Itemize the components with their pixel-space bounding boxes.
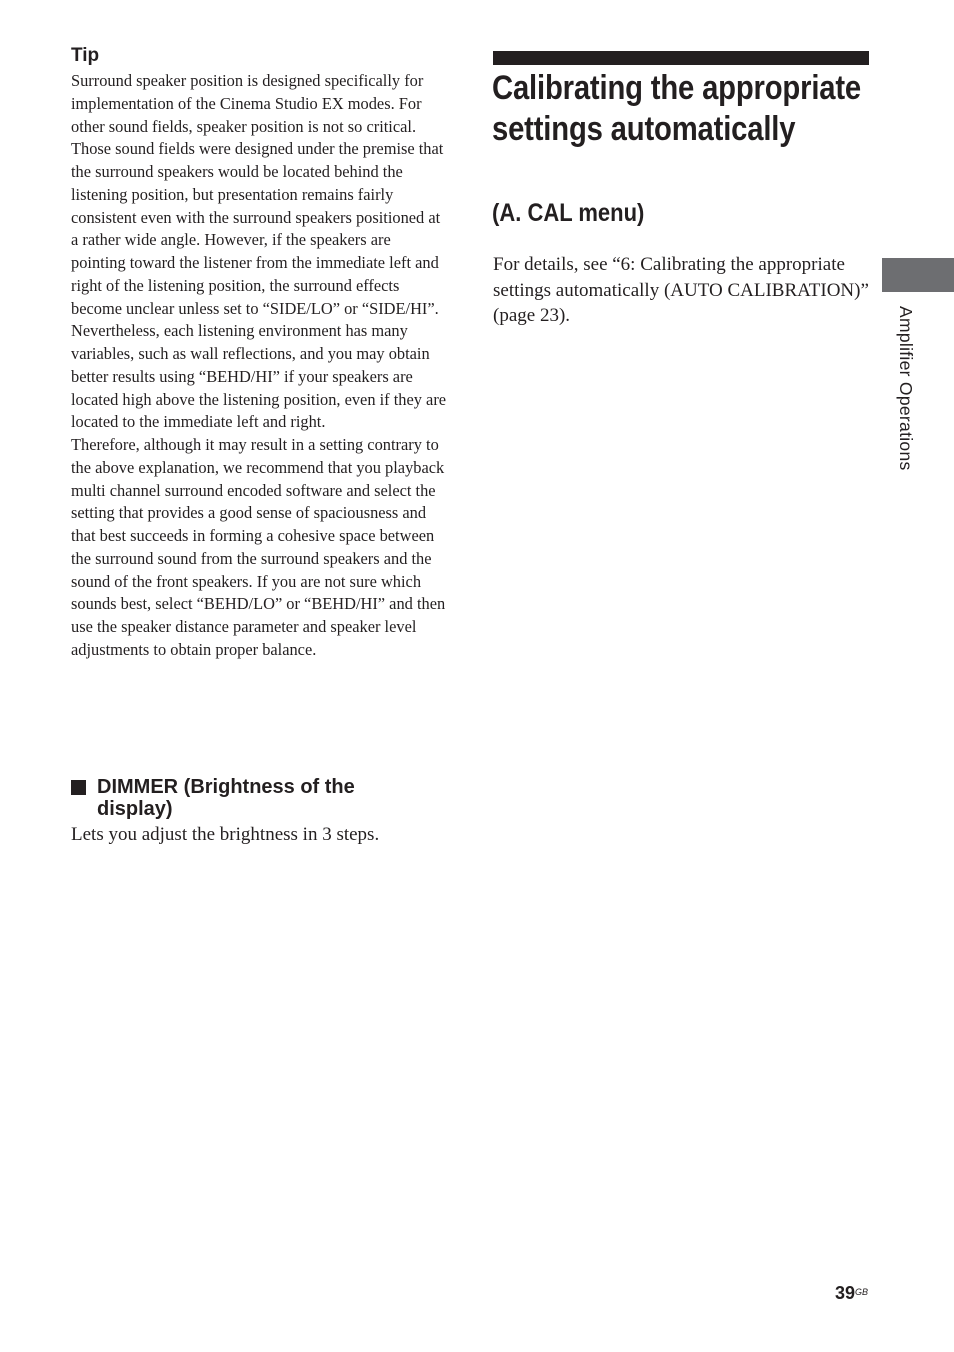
tip-body bbox=[71, 70, 447, 662]
heading-rule bbox=[493, 51, 869, 65]
dimmer-section-heading bbox=[71, 776, 431, 820]
chapter-tab bbox=[882, 258, 954, 292]
square-bullet-icon bbox=[71, 780, 86, 795]
dimmer-description: Lets you adjust the brightness in 3 steps. bbox=[71, 824, 380, 845]
section-subheading: (A. CAL menu) bbox=[492, 199, 645, 227]
dimmer-heading-text: DIMMER (Brightness of the display) bbox=[97, 776, 355, 820]
tip-heading: Tip bbox=[71, 45, 100, 66]
tip-paragraph: Surround speaker position is designed specifically for implementation of the Cinema Studio EX modes. For other sound fields, speaker position is not so critical. bbox=[71, 71, 424, 136]
section-heading: Calibrating the appropriate settings automatically bbox=[492, 69, 862, 148]
page-number-suffix: GB bbox=[855, 1287, 869, 1297]
section-body: For details, see “6: Calibrating the appropriate settings automatically (AUTO CALIBRATION)” (page 23). bbox=[493, 254, 869, 326]
tip-paragraph: Therefore, although it may result in a setting contrary to the above explanation, we recommend that you playback multi channel surround encoded software and select the setting that provides a good sense of spaciousness and that best succeeds in forming a cohesive space between the surround sound from the surround speakers and the sound of the front speakers. If you are not sure which sounds best, select “BEHD/LO” or “BEHD/HI” and then use the speaker distance parameter and speaker level adjustments to obtain proper balance. bbox=[71, 435, 446, 659]
tip-paragraph: Those sound fields were designed under the premise that the surround speakers would be located behind the listening position, but presentation remains fairly consistent even with the surround speakers positioned at a rather wide angle. However, if the speakers are pointing toward the listener from the immediate left and right of the listening position, the surround effects become unclear unless set to “SIDE/LO” or “SIDE/HI”. bbox=[71, 139, 444, 318]
page-number-value: 39 bbox=[835, 1283, 856, 1303]
page-number bbox=[835, 1282, 868, 1304]
tip-paragraph: Nevertheless, each listening environment has many variables, such as wall reflections, and you may obtain better results using “BEHD/HI” if your speakers are located high above the listening position, even if they are located to the immediate left and right. bbox=[71, 321, 447, 432]
chapter-label: Amplifier Operations bbox=[896, 306, 916, 471]
